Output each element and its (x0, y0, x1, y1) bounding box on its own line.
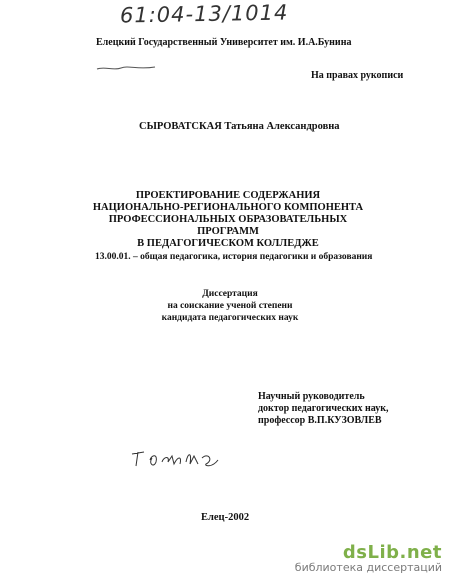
title-line: ПРОЕКТИРОВАНИЕ СОДЕРЖАНИЯ (135, 190, 321, 201)
university-name: Елецкий Государственный Университет им. И.А.Бунина (96, 37, 352, 48)
specialty-code: 13.00.01. – общая педагогика, история педагогики и образования (95, 252, 373, 262)
degree-line: Диссертация (202, 289, 258, 299)
handwritten-scribble (95, 64, 157, 72)
watermark-logo: dsLib.net (342, 542, 442, 563)
supervisor-line: профессор В.П.КУЗОВЛЕВ (258, 415, 382, 426)
supervisor-line: доктор педагогических наук, (258, 403, 389, 414)
title-line: В ПЕДАГОГИЧЕСКОМ КОЛЛЕДЖЕ (137, 238, 319, 249)
degree-line: на соискание ученой степени (167, 301, 293, 311)
city-year: Елец-2002 (201, 512, 250, 523)
degree-line: кандидата педагогических наук (161, 313, 299, 323)
title-line: НАЦИОНАЛЬНО-РЕГИОНАЛЬНОГО КОМПОНЕНТА (92, 202, 364, 213)
watermark-tagline: библиотека диссертаций (294, 561, 442, 574)
author-signature (128, 442, 223, 472)
watermark (295, 542, 442, 574)
author-name: СЫРОВАТСКАЯ Татьяна Александровна (139, 121, 340, 132)
handwritten-catalog-number: 61:04-13/1014 (119, 0, 289, 28)
title-line: ПРОФЕССИОНАЛЬНЫХ ОБРАЗОВАТЕЛЬНЫХ ПРОГРАММ (108, 214, 348, 237)
supervisor-block (258, 391, 389, 427)
supervisor-line: Научный руководитель (258, 391, 365, 402)
rights-notice: На правах рукописи (311, 70, 404, 81)
dissertation-title (88, 190, 368, 250)
degree-statement (150, 288, 310, 324)
